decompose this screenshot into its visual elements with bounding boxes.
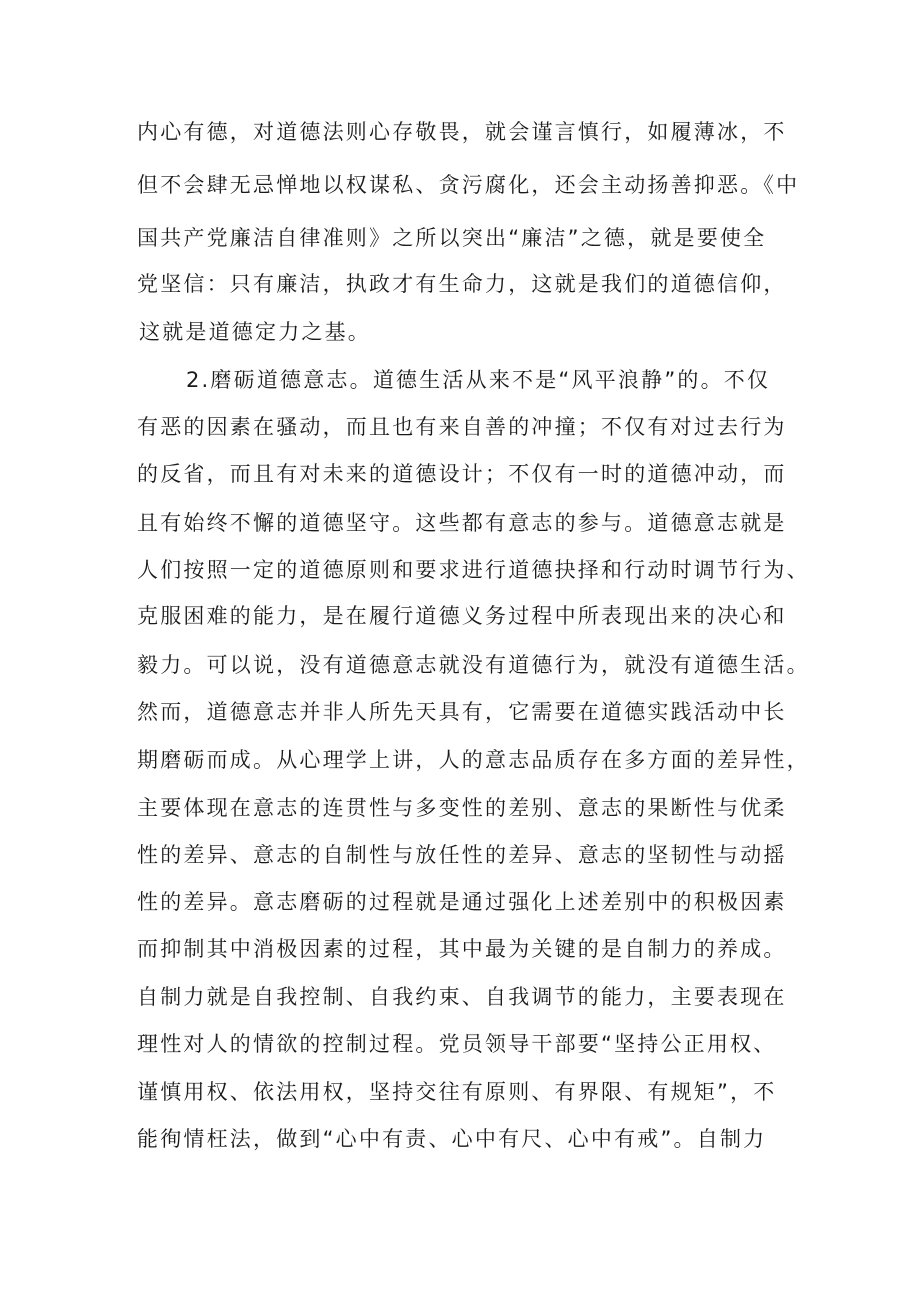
text-line: 内心有德，对道德法则心存敬畏，就会谨言慎行，如履薄冰，不: [137, 120, 787, 144]
text-line: 主要体现在意志的连贯性与多变性的差别、意志的果断性与优柔: [137, 796, 787, 820]
text-line: 有恶的因素在骚动，而且也有来自善的冲撞；不仅有对过去行为: [137, 415, 787, 439]
text-line: 克服困难的能力，是在履行道德义务过程中所表现出来的决心和: [137, 604, 787, 628]
section-heading-line: 2.磨砺道德意志。道德生活从来不是“风平浪静”的。不仅: [186, 368, 771, 392]
text-line: 而抑制其中消极因素的过程，其中最为关键的是自制力的养成。: [137, 937, 787, 961]
text-line: 人们按照一定的道德原则和要求进行道德抉择和行动时调节行为、: [137, 558, 810, 582]
text-line: 自制力就是自我控制、自我约束、自我调节的能力，主要表现在: [137, 985, 787, 1009]
text-line: 毅力。可以说，没有道德意志就没有道德行为，就没有道德生活。: [137, 653, 810, 677]
text-line: 这就是道德定力之基。: [139, 320, 371, 344]
text-line: 但不会肆无忌惮地以权谋私、贪污腐化，还会主动扬善抑恶。《中: [137, 173, 800, 197]
text-line: 性的差异、意志的自制性与放任性的差异、意志的坚韧性与动摇: [137, 843, 787, 867]
text-line: 性的差异。意志磨砺的过程就是通过强化上述差别中的积极因素: [137, 890, 787, 914]
text-line: 的反省，而且有对未来的道德设计；不仅有一时的道德冲动，而: [137, 462, 787, 486]
text-line: 期磨砺而成。从心理学上讲，人的意志品质存在多方面的差异性，: [137, 748, 810, 772]
text-line: 国共产党廉洁自律准则》之所以突出“廉洁”之德，就是要使全: [137, 226, 767, 250]
text-line: 理性对人的情欲的控制过程。党员领导干部要“坚持公正用权、: [137, 1032, 777, 1056]
text-line: 且有始终不懈的道德坚守。这些都有意志的参与。道德意志就是: [137, 511, 787, 535]
text-line: 然而，道德意志并非人所先天具有，它需要在道德实践活动中长: [137, 700, 787, 724]
text-line: 党坚信：只有廉洁，执政才有生命力，这就是我们的道德信仰，: [137, 272, 787, 296]
text-line: 谨慎用权、依法用权，坚持交往有原则、有界限、有规矩”，不: [137, 1080, 777, 1104]
text-line: 能徇情枉法，做到“心中有责、心中有尺、心中有戒”。自制力: [137, 1127, 767, 1151]
